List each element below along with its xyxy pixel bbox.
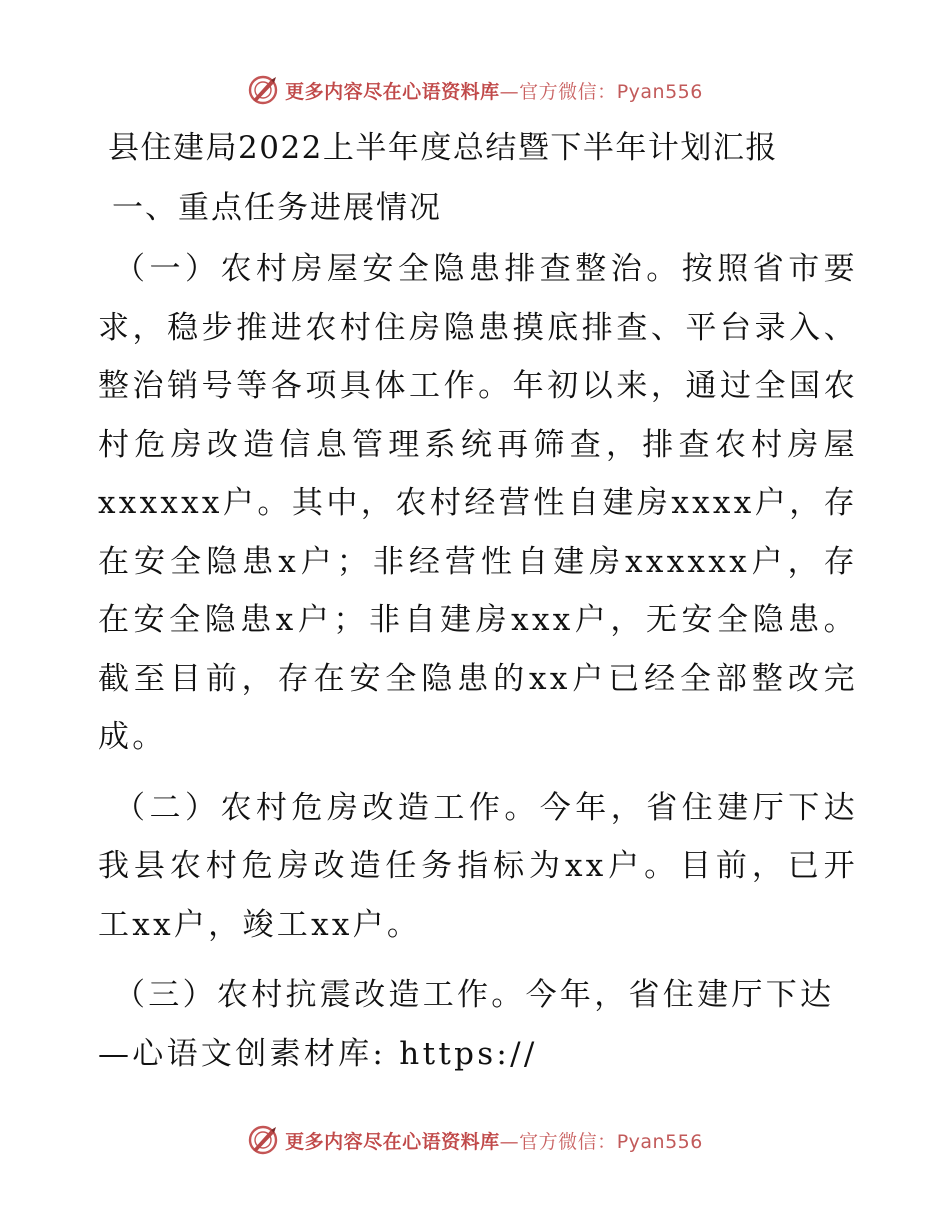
watermark-wechat-id: Pyan556 — [616, 1130, 703, 1153]
paragraph-2: （二）农村危房改造工作。今年，省住建厅下达我县农村危房改造任务指标为xx户。目前，已开工xx户，竣工xx户。 — [98, 789, 858, 943]
watermark-group — [247, 1124, 703, 1156]
watermark-wechat-label: 官方微信： — [519, 1130, 617, 1153]
watermark-wechat-label: 官方微信： — [519, 80, 617, 103]
document-body — [98, 118, 858, 1083]
quill-circle-icon — [247, 74, 279, 106]
quill-circle-icon — [247, 1124, 279, 1156]
section-heading: 一、重点任务进展情况 — [112, 190, 442, 226]
watermark-banner-bottom — [0, 1120, 950, 1160]
watermark-main-text: 更多内容尽在心语资料库 — [285, 80, 500, 103]
watermark-group — [247, 74, 703, 106]
watermark-main-text: 更多内容尽在心语资料库 — [285, 1130, 500, 1153]
watermark-separator: — — [499, 1130, 520, 1153]
trailing-line: —心语文创素材库: https:// — [98, 1035, 538, 1072]
watermark-banner-top — [0, 70, 950, 110]
document-title: 县住建局2022上半年度总结暨下半年计划汇报 — [108, 130, 778, 166]
watermark-text — [285, 77, 703, 104]
watermark-wechat-id: Pyan556 — [616, 80, 703, 103]
paragraph-1: （一）农村房屋安全隐患排查整治。按照省市要求，稳步推进农村住房隐患摸底排查、平台录入、整治销号等各项具体工作。年初以来，通过全国农村危房改造信息管理系统再筛查，排查农村房屋xxxxxx户。其中，农村经营性自建房xxxx户，存在安全隐患x户；非经营性自建房xxxxxx户，存在安全隐患x户；非自建房xxx户，无安全隐患。截至目前，存在安全隐患的xx户已经全部整改完成。 — [98, 251, 858, 755]
paragraph-3: （三）农村抗震改造工作。今年，省住建厅下达 — [114, 977, 835, 1013]
watermark-separator: — — [499, 80, 520, 103]
watermark-text — [285, 1127, 703, 1154]
